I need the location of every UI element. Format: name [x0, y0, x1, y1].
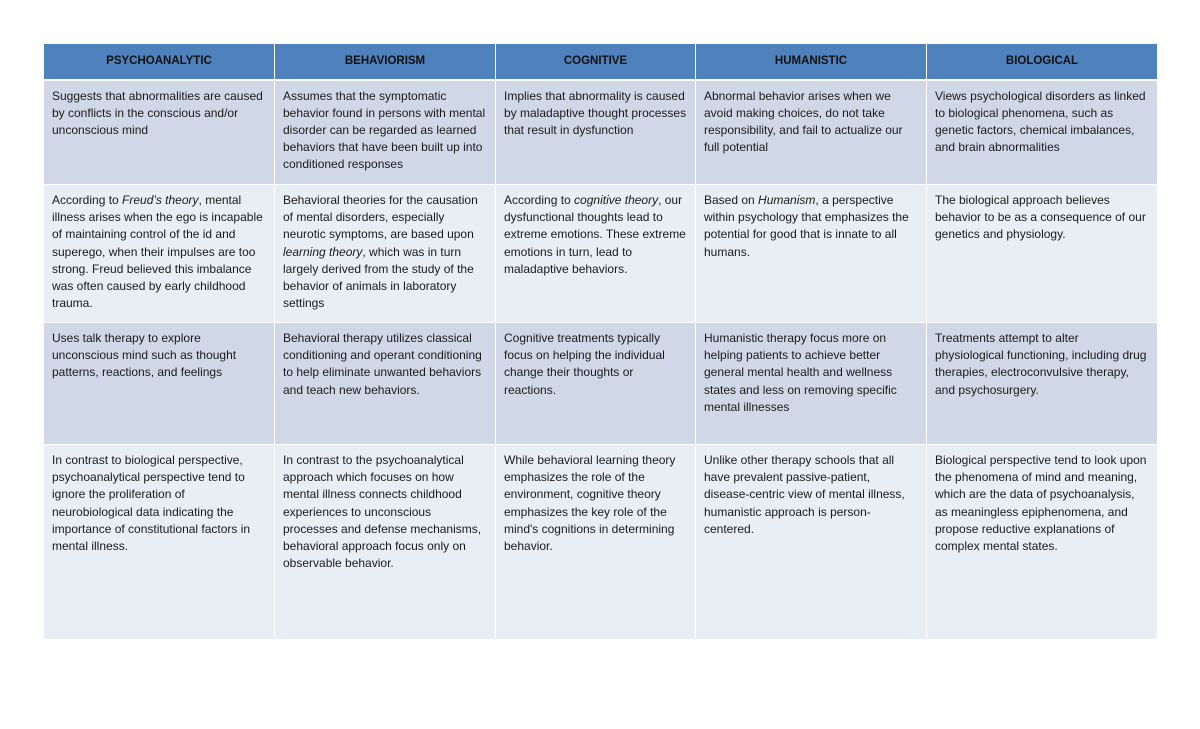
cell-biological-theory	[927, 185, 1158, 323]
header-row	[44, 44, 1158, 80]
cell-text: Unlike other therapy schools that all have prevalent passive-patient, disease-centric view of mental illness, humanistic approach is person-centered.	[704, 453, 905, 536]
cell-text: Behavioral theories for the causation of mental disorders, especially neurotic symptoms, are based upon	[283, 193, 478, 242]
cell-behaviorism-definition	[275, 80, 496, 185]
cell-psychoanalytic-contrast	[44, 445, 275, 640]
cell-text: Biological perspective tend to look upon the phenomena of mind and meaning, which are the data of psychoanalysis, as meaningless epiphenomena, and propose reductive explanations of complex mental states.	[935, 453, 1147, 554]
cell-text: Abnormal behavior arises when we avoid making choices, do not take responsibility, and fail to actualize our full potential	[704, 88, 903, 155]
cell-psychoanalytic-theory	[44, 185, 275, 323]
cell-text: , a perspective within psychology that emphasizes the potential for good that is innate to all humans.	[704, 193, 909, 259]
cell-biological-contrast	[927, 445, 1158, 640]
cell-psychoanalytic-definition	[44, 80, 275, 185]
cell-text: Views psychological disorders as linked to biological phenomena, such as genetic factors, chemical imbalances, and brain abnormalities	[935, 88, 1146, 155]
row-treatment	[44, 323, 1158, 445]
cell-text: , mental illness arises when the ego is incapable of maintaining control of the id and superego, when their impulses are too strong. Freud believed this imbalance was often caused by early childhood trauma.	[52, 193, 263, 311]
cell-text: According to	[52, 193, 123, 207]
cell-psychoanalytic-treatment	[44, 323, 275, 445]
cell-text: In contrast to the psychoanalytical approach which focuses on how mental illness connects childhood experiences to unconscious processes and defense mechanisms, behavioral approach focus only on observable behavior.	[283, 453, 482, 571]
cell-text: , our dysfunctional thoughts lead to extreme emotions. These extreme emotions in turn, lead to maladaptive behaviors.	[504, 193, 686, 276]
cell-biological-treatment	[927, 323, 1158, 445]
cell-cognitive-theory	[496, 185, 696, 323]
cell-text: Implies that abnormality is caused by maladaptive thought processes that result in dysfunction	[504, 88, 687, 137]
header-biological: BIOLOGICAL	[927, 44, 1158, 80]
header-humanistic: HUMANISTIC	[696, 44, 927, 80]
cell-text: , which was in turn largely derived from the study of the behavior of animals in laboratory settings	[283, 244, 474, 311]
row-contrast	[44, 445, 1158, 640]
cell-text: Uses talk therapy to explore unconscious mind such as thought patterns, reactions, and feelings	[52, 331, 237, 380]
cell-emphasis: Freud’s theory	[122, 193, 199, 207]
cell-behaviorism-contrast	[275, 445, 496, 640]
cell-emphasis: Humanism	[758, 193, 816, 207]
cell-text: While behavioral learning theory emphasizes the role of the environment, cognitive theory emphasizes the key role of the mind's cognitions in determining behavior.	[504, 453, 676, 554]
cell-text: In contrast to biological perspective, psychoanalytical perspective tend to ignore the proliferation of neurobiological data indicating the importance of constitutional factors in mental illness.	[52, 453, 251, 554]
cell-text: According to	[504, 193, 575, 207]
cell-text: Suggests that abnormalities are caused by conflicts in the conscious and/or unconscious mind	[52, 88, 263, 137]
cell-humanistic-contrast	[696, 445, 927, 640]
cell-behaviorism-treatment	[275, 323, 496, 445]
cell-text: Behavioral therapy utilizes classical conditioning and operant conditioning to help eliminate unwanted behaviors and teach new behaviors.	[283, 331, 482, 397]
cell-text: Treatments attempt to alter physiological functioning, including drug therapies, electroconvulsive therapy, and psychosurgery.	[935, 331, 1147, 397]
cell-humanistic-theory	[696, 185, 927, 323]
cell-cognitive-definition	[496, 80, 696, 185]
cell-biological-definition	[927, 80, 1158, 185]
cell-cognitive-treatment	[496, 323, 696, 445]
cell-text: Assumes that the symptomatic behavior found in persons with mental disorder can be regarded as learned behaviors that have been built up into conditioned responses	[283, 88, 486, 172]
cell-text: The biological approach believes behavior to be as a consequence of our genetics and physiology.	[935, 193, 1146, 242]
cell-behaviorism-theory	[275, 185, 496, 323]
header-cognitive: COGNITIVE	[496, 44, 696, 80]
cell-text: Based on	[704, 193, 759, 207]
cell-humanistic-definition	[696, 80, 927, 185]
row-definition	[44, 80, 1158, 185]
cell-text: Cognitive treatments typically focus on helping the individual change their thoughts or reactions.	[504, 331, 665, 397]
header-psychoanalytic: PSYCHOANALYTIC	[44, 44, 275, 80]
cell-text: Humanistic therapy focus more on helping patients to achieve better general mental health and wellness states and less on removing specific mental illnesses	[704, 331, 897, 414]
row-theory	[44, 185, 1158, 323]
cell-emphasis: learning theory	[283, 244, 363, 259]
header-behaviorism: BEHAVIORISM	[275, 44, 496, 80]
cell-humanistic-treatment	[696, 323, 927, 445]
comparison-table	[43, 43, 1158, 640]
cell-emphasis: cognitive theory	[574, 193, 659, 207]
cell-cognitive-contrast	[496, 445, 696, 640]
